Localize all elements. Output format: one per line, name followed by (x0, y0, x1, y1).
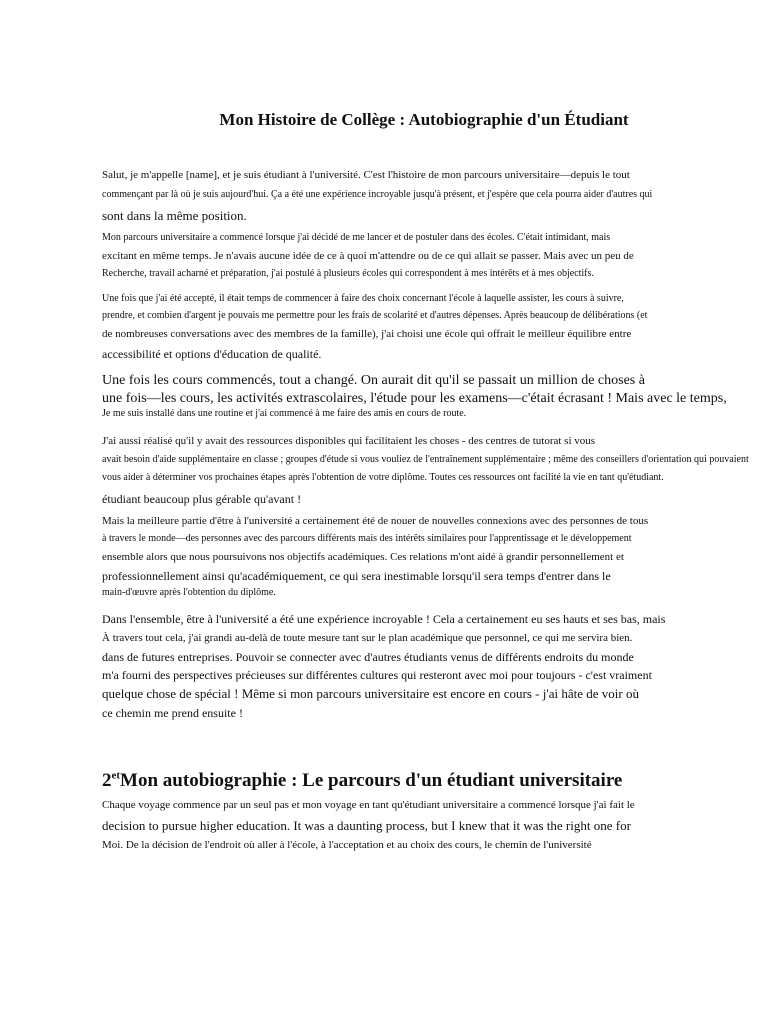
text-line: excitant en même temps. Je n'avais aucune idée de ce à quoi m'attendre ou de ce qui allait se passer. Mais avec un peu de (102, 250, 634, 262)
text-line: À travers tout cela, j'ai grandi au-delà de toute mesure tant sur le plan académique que personnel, ce qui me servira bien. (102, 632, 633, 644)
paragraph-acceptance (102, 290, 752, 363)
text-line: ce chemin me prend ensuite ! (102, 706, 243, 720)
text-line: Chaque voyage commence par un seul pas et mon voyage en tant qu'étudiant universitaire a commencé lorsque j'ai fait le (102, 799, 635, 811)
section-heading (102, 770, 622, 792)
heading-number: 2 (102, 770, 112, 791)
paragraph-conclusion (102, 610, 752, 723)
heading-superscript: et (111, 769, 121, 782)
text-line: decision to pursue higher education. It was a daunting process, but I knew that it was the right one for (102, 818, 631, 833)
heading-text: Mon autobiographie : Le parcours d'un étudiant universitaire (120, 770, 623, 791)
document-title: Mon Histoire de Collège : Autobiographie d'un Étudiant (219, 110, 629, 129)
text-line: avait besoin d'aide supplémentaire en classe ; groupes d'étude si vous vouliez de l'entraînement supplémentaire ; même des conseillers d'orientation qui pouvaient (102, 454, 749, 465)
paragraph-journey (102, 796, 752, 853)
paragraph-intro (102, 166, 752, 228)
paragraph-application (102, 228, 752, 282)
text-line: Une fois que j'ai été accepté, il était temps de commencer à faire des choix concernant l'école à laquelle assister, les cours à suivre, (102, 293, 624, 304)
text-line: ensemble alors que nous poursuivons nos objectifs académiques. Ces relations m'ont aidé à grandir personnellement et (102, 551, 624, 563)
text-line: une fois—les cours, les activités extrascolaires, l'étude pour les examens—c'était écrasant ! Mais avec le temps, (102, 391, 727, 406)
text-line: Mais la meilleure partie d'être à l'université a certainement été de nouer de nouvelles connexions avec des personnes de tous (102, 515, 649, 527)
text-line: professionnellement ainsi qu'académiquement, ce qui sera inestimable lorsqu'il sera temps d'entrer dans le (102, 569, 611, 583)
text-line: Salut, je m'appelle [name], et je suis étudiant à l'université. C'est l'histoire de mon parcours universitaire—depuis le tout (102, 169, 630, 181)
text-line: à travers le monde—des personnes avec des parcours différents mais des intérêts similaires pour l'apprentissage et le développement (102, 533, 632, 544)
text-line: main-d'œuvre après l'obtention du diplôme. (102, 587, 276, 598)
text-line: m'a fourni des perspectives précieuses sur différentes cultures qui resteront avec moi pour toujours - c'est vraiment (102, 668, 652, 682)
text-line: de nombreuses conversations avec des membres de la famille), j'ai choisi une école qui offrait le meilleur équilibre entre (102, 328, 632, 340)
text-line: J'ai aussi réalisé qu'il y avait des ressources disponibles qui facilitaient les choses - des centres de tutorat si vous (102, 435, 596, 447)
paragraph-classes (102, 371, 752, 420)
paragraph-connections (102, 512, 752, 600)
paragraph-resources (102, 432, 752, 511)
text-line: Moi. De la décision de l'endroit où aller à l'école, à l'acceptation et au choix des cours, le chemin de l'université (102, 839, 592, 851)
text-line: dans de futures entreprises. Pouvoir se connecter avec d'autres étudiants venus de différents endroits du monde (102, 650, 634, 664)
text-line: Mon parcours universitaire a commencé lorsque j'ai décidé de me lancer et de postuler dans des écoles. C'était intimidant, mais (102, 232, 611, 243)
text-line: Dans l'ensemble, être à l'université a été une expérience incroyable ! Cela a certainement eu ses hauts et ses bas, mais (102, 612, 666, 626)
text-line: Une fois les cours commencés, tout a changé. On aurait dit qu'il se passait un million de choses à (102, 373, 645, 388)
text-line: commençant par là où je suis aujourd'hui. Ça a été une expérience incroyable jusqu'à présent, et j'espère que cela pourra aider d'autres qui (102, 189, 653, 200)
text-line: accessibilité et options d'éducation de qualité. (102, 347, 322, 361)
text-line: étudiant beaucoup plus gérable qu'avant ! (102, 492, 302, 506)
text-line: quelque chose de spécial ! Même si mon parcours universitaire est encore en cours - j'ai hâte de voir où (102, 686, 639, 701)
text-line: prendre, et combien d'argent je pouvais me permettre pour les frais de scolarité et d'autres dépenses. Après beaucoup de délibérations (et (102, 310, 648, 321)
text-line: sont dans la même position. (102, 208, 247, 223)
text-line: vous aider à déterminer vos prochaines étapes après l'obtention de votre diplôme. Toutes ces ressources ont facilité la vie en tant qu'étudiant. (102, 472, 664, 483)
text-line: Je me suis installé dans une routine et j'ai commencé à me faire des amis en cours de route. (102, 408, 467, 419)
text-line: Recherche, travail acharné et préparation, j'ai postulé à plusieurs écoles qui correspondent à mes intérêts et à mes objectifs. (102, 268, 594, 279)
